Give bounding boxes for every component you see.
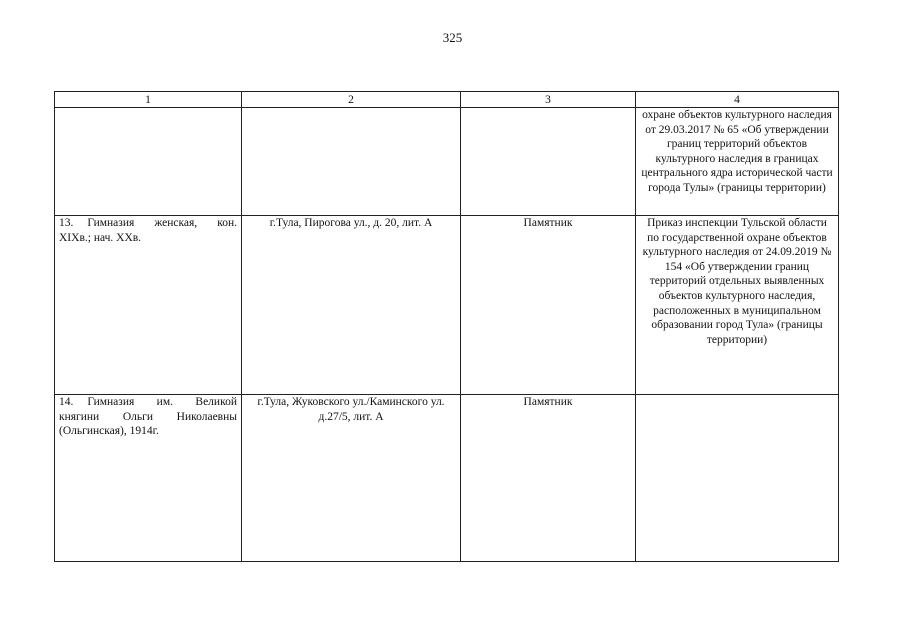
column-header-3: 3 xyxy=(461,92,636,108)
object-address-cell xyxy=(242,216,461,395)
object-category: Памятник xyxy=(523,396,573,408)
object-name-cell xyxy=(55,108,242,216)
legal-document: охране объектов культурного наследия от 29.03.2017 № 65 «Об утверждении границ территорий объектов культурного наследия в границах центрального ядра исторической части города Тулы» (границы территории) xyxy=(641,109,833,194)
row-number: 13. xyxy=(59,217,74,229)
column-header-1: 1 xyxy=(55,92,242,108)
object-address: г.Тула, Пирогова ул., д. 20, лит. А xyxy=(269,217,433,229)
legal-document-cell xyxy=(636,395,839,562)
page-number: 325 xyxy=(442,30,463,45)
object-category-cell xyxy=(461,216,636,395)
object-name-cell xyxy=(55,216,242,395)
table-row xyxy=(55,108,839,216)
column-header-4: 4 xyxy=(636,92,839,108)
table-header-row xyxy=(55,92,839,108)
object-name: Гимназия им. Великой княгини Ольги Николаевны (Ольгинская), 1914г. xyxy=(59,396,237,438)
object-address: г.Тула, Жуковского ул./Каминского ул. д.27/5, лит. А xyxy=(257,396,445,423)
object-category: Памятник xyxy=(523,217,573,229)
heritage-objects-table xyxy=(54,91,839,562)
object-category-cell xyxy=(461,108,636,216)
legal-document-cell xyxy=(636,108,839,216)
object-address-cell xyxy=(242,108,461,216)
legal-document-cell xyxy=(636,216,839,395)
column-header-2: 2 xyxy=(242,92,461,108)
object-address-cell xyxy=(242,395,461,562)
object-name-cell xyxy=(55,395,242,562)
legal-document: Приказ инспекции Тульской области по государственной охране объектов культурного наследия от 24.09.2019 № 154 «Об утверждении границ территорий отдельных выявленных объектов культурного наследия, расположенных в муниципальном образовании город Тула» (границы территории) xyxy=(642,217,832,346)
table-row xyxy=(55,395,839,562)
object-category-cell xyxy=(461,395,636,562)
object-name: Гимназия женская, кон. XIXв.; нач. XXв. xyxy=(59,217,237,244)
table-row xyxy=(55,216,839,395)
row-number: 14. xyxy=(59,396,74,408)
